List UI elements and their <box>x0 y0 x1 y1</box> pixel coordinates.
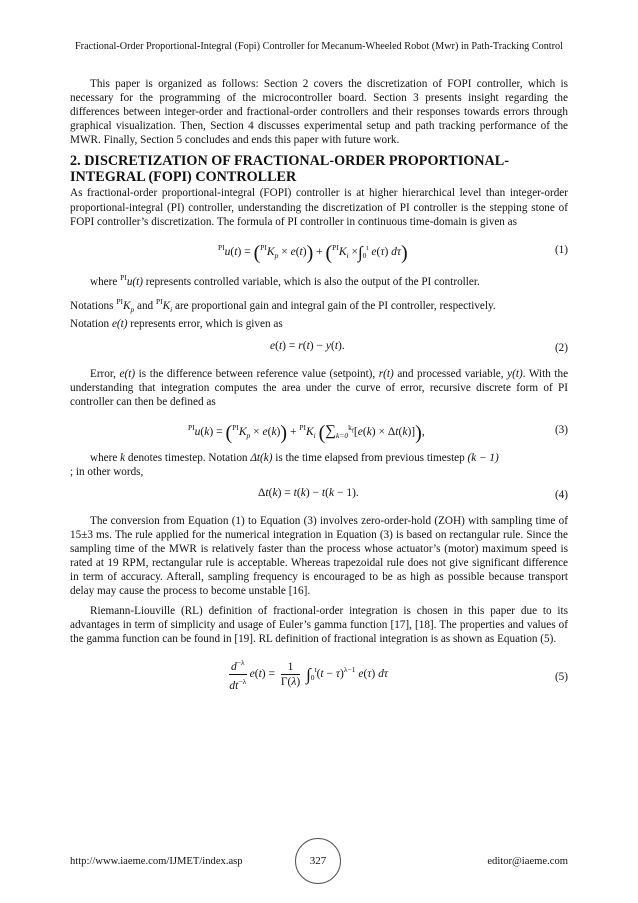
equation-5-number: (5) <box>554 671 568 684</box>
text-notation: Notation <box>70 317 110 330</box>
equation-1-number: (1) <box>554 243 568 256</box>
equation-2-body: e(t) = r(t) − y(t). <box>270 340 345 353</box>
text-where-k: where <box>90 452 118 465</box>
text-error-b: is the difference between reference value (setpoint), <box>138 368 376 381</box>
footer-email[interactable]: editor@iaeme.com <box>487 856 568 867</box>
equation-3-body: $^{PI}u(k) = (^{PI}K_p \times e(k)) + ^{PI}K_i$ $(\sum_{k=0}^{k_f}[e(k) \times \Delta t(k)])$, <box>188 422 425 445</box>
equation-4-body: Δt(k) = t(k) − t(k − 1). <box>258 486 359 499</box>
equation-1-body: $^{PI}u(t) = (^{PI}K_p \times e(t)) + (^{PI}K_i \times\int_0^t$ e(τ) dτ) <box>218 241 408 264</box>
text-notations-b: are proportional gain and integral gain of the PI controller, respectively. <box>174 299 496 312</box>
text-and: and <box>137 299 154 312</box>
text-error: Error, <box>90 368 116 381</box>
text-notation-b: represents error, which is given as <box>130 317 283 330</box>
equation-3 <box>70 415 568 445</box>
text-where-b: represents controlled variable, which is also the output of the PI controller. <box>145 275 480 288</box>
timestep-paragraph: where k denotes timestep. Notation Δt(k) is the time elapsed from previous timestep (k − 1) ; in other words, <box>70 452 499 479</box>
text-k-c: is the time elapsed from previous timestep <box>275 452 465 465</box>
equation-4-number: (4) <box>554 488 568 501</box>
derivative-fraction: $\frac{d^{-\lambda}}{dt^{-\lambda}}$ <box>229 658 247 693</box>
notations-paragraph: Notations $^{PI}K_p$ and $^{PI}K_i$ are proportional gain and integral gain of the PI controller, respectively. Notation e(t) represents error, which is given as <box>70 296 496 330</box>
equation-5-body: $\frac{d^{-\lambda}}{dt^{-\lambda}}$ e(t) = $\frac{1}{\Gamma(\lambda)}$ $\int_0^t(t - \tau)^{\lambda-1}$ e(τ) dτ <box>229 658 389 693</box>
error-paragraph: Error, e(t) is the difference between reference value (setpoint), r(t) and processed variable, y(t). With the understanding that integration computes the area under the curve of error, recursive discrete form of PI controller can then be defined as <box>70 368 569 409</box>
equation-2-number: (2) <box>554 342 568 355</box>
equation-4 <box>70 486 568 508</box>
section-heading: 2. DISCRETIZATION OF FRACTIONAL-ORDER PROPORTIONAL-INTEGRAL (FOPI) CONTROLLER <box>70 153 509 186</box>
where-u-paragraph: where $^{PI}$u(t) represents controlled variable, which is also the output of the PI controller. <box>90 272 480 288</box>
equation-3-number: (3) <box>554 424 568 437</box>
main-content <box>70 77 568 702</box>
gamma-fraction: $\frac{1}{\Gamma(\lambda)}$ <box>280 661 301 689</box>
page-number: 327 <box>295 838 341 884</box>
intro-paragraph: This paper is organized as follows: Section 2 covers the discretization of FOPI controller, which is necessary for the programming of the microcontroller board. Section 3 presents insight regarding the differences between integer-order and fractional-order controllers and their responses towards errors through graphical visualization. Then, Section 4 discusses experimental setup and path tracking performance of the MWR. Finally, Section 5 concludes and ends this paper with future work. <box>70 78 568 147</box>
text-error-d: . With the understanding that integration computes the area under the curve of error, recursive discrete form of PI controller can then be defined as <box>70 368 569 409</box>
equation-1 <box>70 235 568 265</box>
running-head: Fractional-Order Proportional-Integral (Fopi) Controller for Mecanum-Wheeled Robot (Mwr) in Path-Tracking Control <box>75 41 563 52</box>
text-k-d: ; in other words, <box>70 466 144 479</box>
section2-paragraph-1: As fractional-order proportional-integral (FOPI) controller is at higher hierarchical level than integer-order proportional-integral (PI) controller, understanding the discretization of PI controller is the stepping stone of FOPI controller’s discretization. The formula of PI controller in continuous time-domain is given as <box>70 187 568 228</box>
zoh-paragraph: The conversion from Equation (1) to Equation (3) involves zero-order-hold (ZOH) with sampling time of 15±3 ms. The rule applied for the numerical integration in Equation (3) is based on rectangular rule. Since the sampling time of the MWR is relatively faster than the process whose actuator’s (motor) maximum speed is rated at 19 RPM, rectangular rule is acceptable. Whereas trapezoidal rule does not give significant difference in term of accuracy. Afterall, sampling frequency is encouraged to be as high as possible because transport delay may cause the process to become unstable [16]. <box>70 514 568 597</box>
text-error-c: and processed variable, <box>397 368 504 381</box>
equation-5 <box>70 652 568 696</box>
text-k-b: denotes timestep. Notation <box>127 452 248 465</box>
equation-2 <box>70 337 568 361</box>
text-where: where <box>90 275 118 288</box>
footer-url[interactable]: http://www.iaeme.com/IJMET/index.asp <box>70 856 243 867</box>
text-notations: Notations <box>70 299 114 312</box>
riemann-liouville-paragraph: Riemann-Liouville (RL) definition of fractional-order integration is chosen in this paper due to its advantages in term of simplicity and usage of Euler’s gamma function [17], [18]. The properties and values of the gamma function can be found in [19]. RL definition of fractional integration is as shown as Equation (5). <box>70 605 568 646</box>
